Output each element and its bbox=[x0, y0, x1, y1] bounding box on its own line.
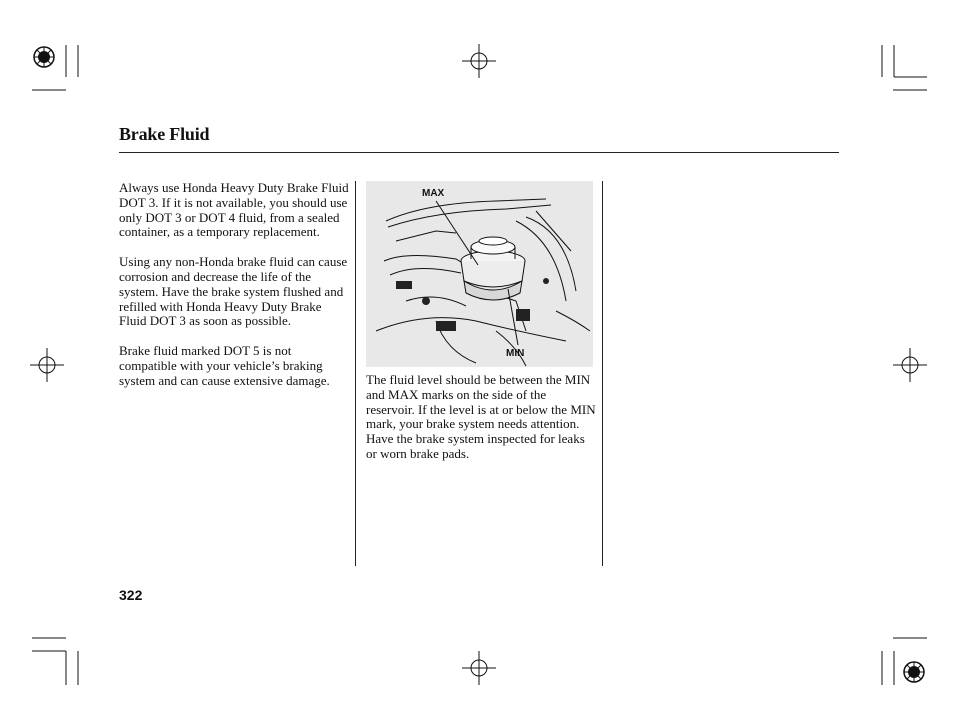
column-divider-2 bbox=[602, 181, 603, 566]
engine-bay-illustration bbox=[366, 181, 593, 367]
column-divider-1 bbox=[355, 181, 356, 566]
brake-reservoir-figure bbox=[366, 181, 593, 367]
left-column bbox=[119, 181, 349, 404]
max-label: MAX bbox=[422, 188, 445, 199]
page-number: 322 bbox=[119, 587, 143, 603]
paragraph-dot3: Always use Honda Heavy Duty Brake Fluid DOT 3. If it is not available, you should use only DOT 3 or DOT 4 fluid, from a sealed container, as a temporary replacement. bbox=[119, 180, 349, 240]
title-rule bbox=[119, 152, 839, 153]
min-label: MIN bbox=[506, 348, 525, 359]
figure-caption bbox=[366, 373, 598, 462]
registration-target-top-left bbox=[34, 47, 54, 67]
brake-fluid-reservoir bbox=[461, 237, 525, 300]
paragraph-non-honda: Using any non-Honda brake fluid can cause corrosion and decrease the life of the system. Have the brake system flushed and refilled with Honda Heavy Duty Brake Fluid DOT 3 as soon as possible. bbox=[119, 254, 348, 329]
page-title: Brake Fluid bbox=[119, 124, 210, 144]
registration-target-bottom-right bbox=[904, 662, 924, 682]
paragraph-dot5: Brake fluid marked DOT 5 is not compatible with your vehicle’s braking system and can cause extensive damage. bbox=[119, 343, 330, 388]
caption-text: The fluid level should be between the MIN and MAX marks on the side of the reservoir. If the level is at or below the MIN mark, your brake system needs attention. Have the brake system inspected for leaks or worn brake pads. bbox=[366, 372, 596, 461]
